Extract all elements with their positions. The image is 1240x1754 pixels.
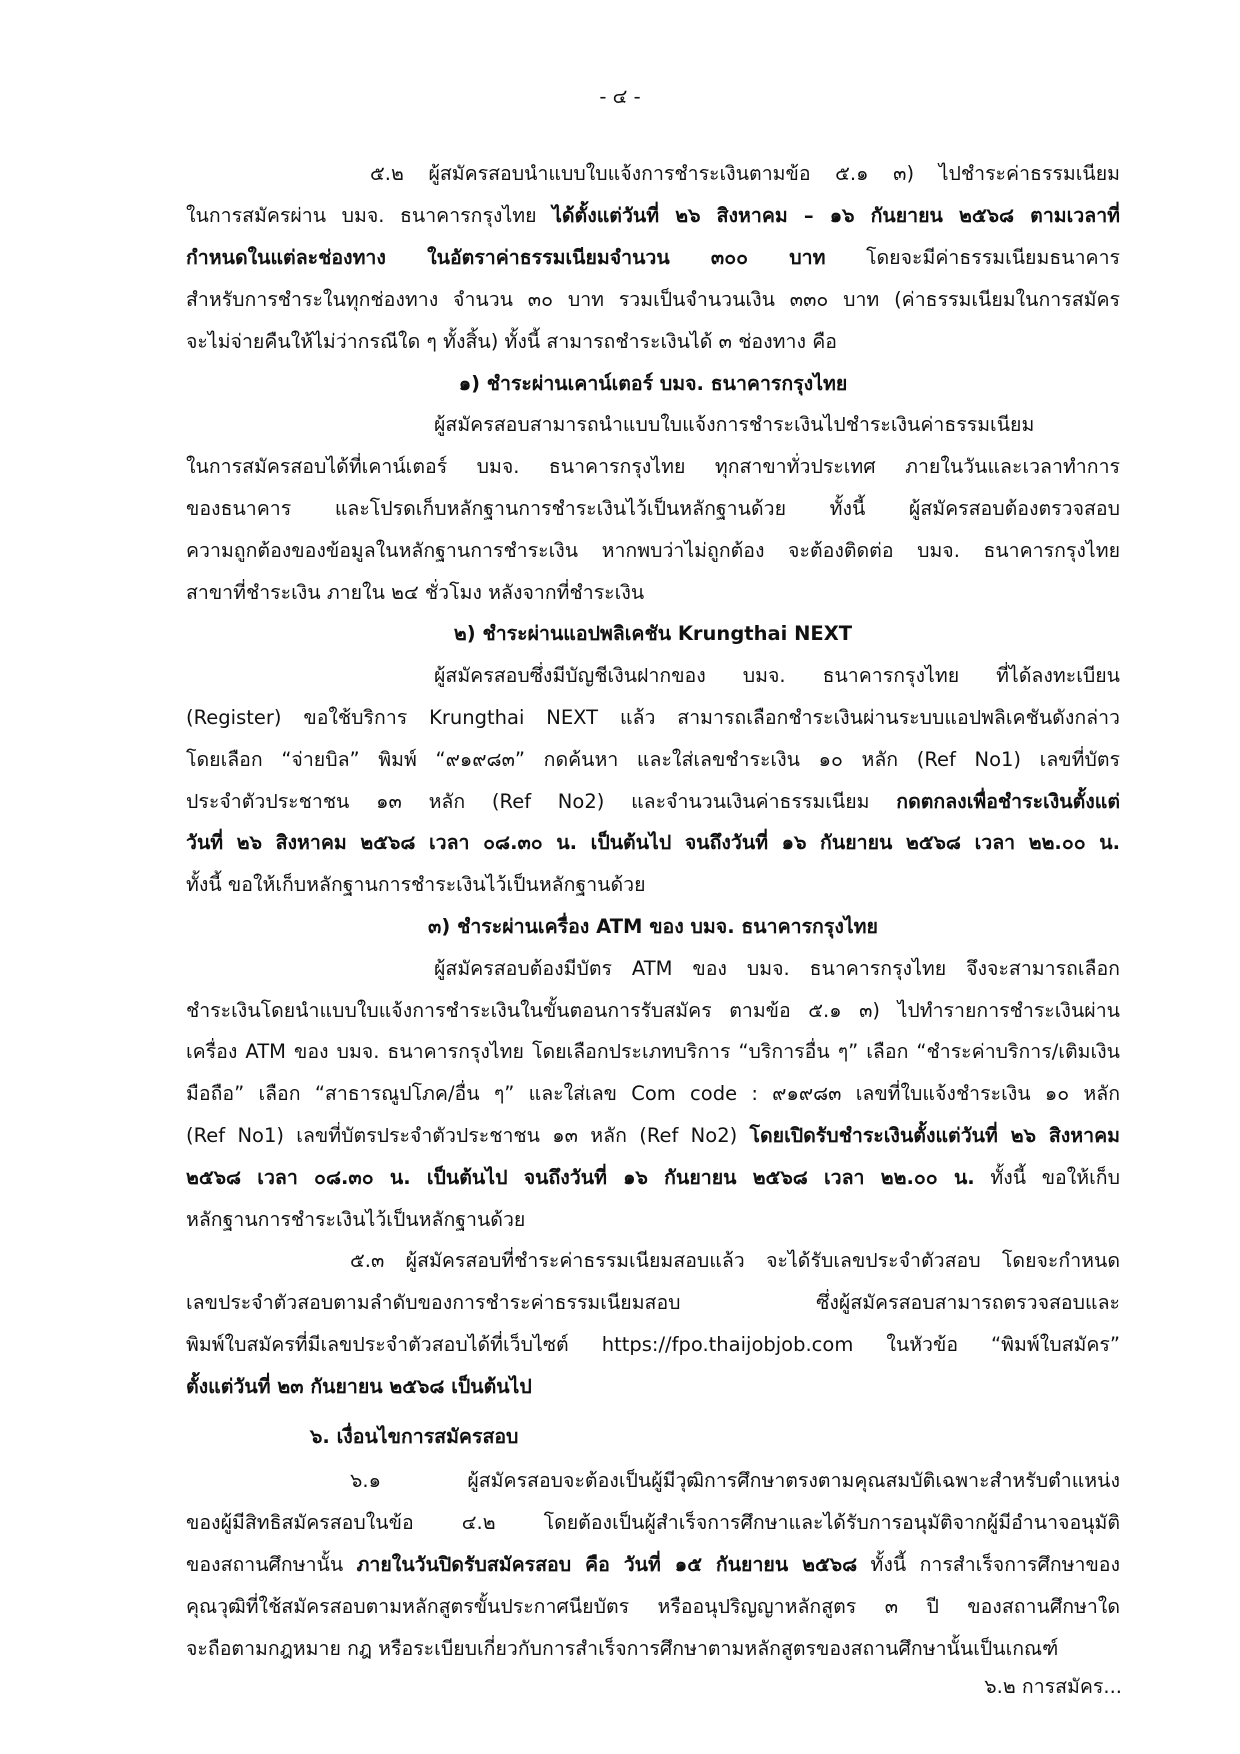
bold-text: ได้ตั้งแต่วันที่ ๒๖ สิงหาคม – ๑๖ กันยายน ๒๕๖๘ ตามเวลาที่ [552, 204, 1120, 227]
bold-text: ๖. เงื่อนไขการสมัครสอบ [310, 1425, 519, 1448]
bold-text: ๑) ชำระผ่านเคาน์เตอร์ บมจ. ธนาคารกรุงไทย [458, 372, 848, 395]
text-line [186, 238, 1120, 278]
text-span: ประจำตัวประชาชน ๑๓ หลัก (Ref No2) และจำนวนเงินค่าธรรมเนียม [186, 790, 897, 813]
text-span: สาขาที่ชำระเงิน ภายใน ๒๔ ชั่วโมง หลังจากที่ชำระเงิน [186, 581, 645, 604]
text-line [186, 1158, 1120, 1198]
text-line [186, 1032, 1120, 1072]
text-span: ๕.๒ ผู้สมัครสอบนำแบบใบแจ้งการชำระเงินตามข้อ ๕.๑ ๓) ไปชำระค่าธรรมเนียม [370, 162, 1120, 185]
text-span: ชำระเงินโดยนำแบบใบแจ้งการชำระเงินในขั้นตอนการรับสมัคร ตามข้อ ๕.๑ ๓) ไปทำรายการชำระเงินผ่าน [186, 999, 1120, 1022]
text-span: คุณวุฒิที่ใช้สมัครสอบตามหลักสูตรขั้นประกาศนียบัตร หรืออนุปริญญาหลักสูตร ๓ ปี ของสถานศึกษาใด [186, 1595, 1120, 1618]
bold-text: โดยเปิดรับชำระเงินตั้งแต่วันที่ ๒๖ สิงหาคม [749, 1124, 1120, 1147]
text-line [434, 405, 1120, 445]
text-line [434, 656, 1120, 696]
text-line [350, 1461, 1120, 1501]
text-span: ของสถานศึกษานั้น [186, 1553, 357, 1576]
text-line [186, 782, 1120, 822]
text-line [186, 865, 1120, 905]
text-span: โดยเลือก “จ่ายบิล” พิมพ์ “๙๑๙๘๓” กดค้นหา และใส่เลขชำระเงิน ๑๐ หลัก (Ref No1) เลขที่บัตร [186, 748, 1120, 771]
text-span: พิมพ์ใบสมัครที่มีเลขประจำตัวสอบได้ที่เว็บไซต์ https://fpo.thaijobjob.com ในหัวข้อ “พิมพ์ใบสมัคร” [186, 1333, 1120, 1356]
page-number: - ๔ - [599, 85, 641, 108]
text-line [186, 489, 1120, 529]
text-line [186, 447, 1120, 487]
text-line [186, 740, 1120, 780]
text-span: (Register) ขอใช้บริการ Krungthai NEXT แล้ว สามารถเลือกชำระเงินผ่านระบบแอปพลิเคชันดังกล่าว [186, 706, 1120, 729]
text-span: จะถือตามกฎหมาย กฎ หรือระเบียบเกี่ยวกับการสำเร็จการศึกษาตามหลักสูตรของสถานศึกษานั้นเป็นเกณฑ์ [186, 1637, 1059, 1660]
text-line [186, 1074, 1120, 1114]
text-span: ในการสมัครผ่าน บมจ. ธนาคารกรุงไทย [186, 204, 553, 227]
text-span: ทั้งนี้ การสำเร็จการศึกษาของ [857, 1553, 1121, 1576]
text-span: มือถือ” เลือก “สาธารณูปโภค/อื่น ๆ” และใส่เลข Com code : ๙๑๙๘๓ เลขที่ใบแจ้งชำระเงิน ๑๐ หลัก [186, 1082, 1120, 1105]
text-line [186, 573, 1120, 613]
text-span: ทั้งนี้ ขอให้เก็บหลักฐานการชำระเงินไว้เป็นหลักฐานด้วย [186, 873, 646, 896]
text-line [186, 531, 1120, 571]
text-line [186, 698, 1120, 738]
bold-text: กำหนดในแต่ละช่องทาง ในอัตราค่าธรรมเนียมจำนวน ๓๐๐ บาท [186, 246, 826, 269]
bold-text: กดตกลงเพื่อชำระเงินตั้งแต่ [896, 790, 1120, 813]
text-span: ๕.๓ ผู้สมัครสอบที่ชำระค่าธรรมเนียมสอบแล้ว จะได้รับเลขประจำตัวสอบ โดยจะกำหนด [350, 1249, 1120, 1272]
text-line [186, 196, 1120, 236]
text-line [186, 1629, 1120, 1669]
text-span: โดยจะมีค่าธรรมเนียมธนาคาร [825, 246, 1120, 269]
text-span: ทั้งนี้ ขอให้เก็บ [974, 1166, 1120, 1189]
text-span: (Ref No1) เลขที่บัตรประจำตัวประชาชน ๑๓ หลัก (Ref No2) [186, 1124, 750, 1147]
text-line [186, 1367, 1120, 1407]
text-line [434, 949, 1120, 989]
text-span: ความถูกต้องของข้อมูลในหลักฐานการชำระเงิน หากพบว่าไม่ถูกต้อง จะต้องติดต่อ บมจ. ธนาคารกรุงไทย [186, 539, 1120, 562]
text-span: สำหรับการชำระในทุกช่องทาง จำนวน ๓๐ บาท รวมเป็นจำนวนเงิน ๓๓๐ บาท (ค่าธรรมเนียมในการสมัคร [186, 288, 1120, 311]
text-line [186, 322, 1120, 362]
section-heading [186, 614, 1120, 654]
section-heading [186, 907, 1120, 947]
text-span: ผู้สมัครสอบสามารถนำแบบใบแจ้งการชำระเงินไปชำระเงินค่าธรรมเนียม [434, 413, 1035, 436]
text-span: ในการสมัครสอบได้ที่เคาน์เตอร์ บมจ. ธนาคารกรุงไทย ทุกสาขาทั่วประเทศ ภายในวันและเวลาทำการ [186, 455, 1120, 478]
text-span: ผู้สมัครสอบต้องมีบัตร ATM ของ บมจ. ธนาคารกรุงไทย จึงจะสามารถเลือก [434, 957, 1120, 980]
text-line [186, 823, 1120, 863]
text-line [186, 1325, 1120, 1365]
text-span: เลขประจำตัวสอบตามลำดับของการชำระค่าธรรมเนียมสอบ ซึ่งผู้สมัครสอบสามารถตรวจสอบและ [186, 1291, 1120, 1314]
text-span: ของผู้มีสิทธิสมัครสอบในข้อ ๔.๒ โดยต้องเป็นผู้สำเร็จการศึกษาและได้รับการอนุมัติจากผู้มีอำนาจอนุมัติ [186, 1511, 1120, 1534]
bold-text: ๒๕๖๘ เวลา ๐๘.๓๐ น. เป็นต้นไป จนถึงวันที่ ๑๖ กันยายน ๒๕๖๘ เวลา ๒๒.๐๐ น. [186, 1166, 975, 1189]
text-span: ผู้สมัครสอบซึ่งมีบัญชีเงินฝากของ บมจ. ธนาคารกรุงไทย ที่ได้ลงทะเบียน [434, 664, 1120, 687]
text-span: จะไม่จ่ายคืนให้ไม่ว่ากรณีใด ๆ ทั้งสิ้น) ทั้งนี้ สามารถชำระเงินได้ ๓ ช่องทาง คือ [186, 330, 837, 353]
text-line [370, 154, 1120, 194]
text-line [186, 1545, 1120, 1585]
text-span: ของธนาคาร และโปรดเก็บหลักฐานการชำระเงินไว้เป็นหลักฐานด้วย ทั้งนี้ ผู้สมัครสอบต้องตรวจสอบ [186, 497, 1120, 520]
text-line [186, 991, 1120, 1031]
text-line [186, 1283, 1120, 1323]
bold-text: ตั้งแต่วันที่ ๒๓ กันยายน ๒๕๖๘ เป็นต้นไป [186, 1375, 532, 1398]
text-span: หลักฐานการชำระเงินไว้เป็นหลักฐานด้วย [186, 1208, 526, 1231]
bold-text: วันที่ ๒๖ สิงหาคม ๒๕๖๘ เวลา ๐๘.๓๐ น. เป็นต้นไป จนถึงวันที่ ๑๖ กันยายน ๒๕๖๘ เวลา ๒๒.๐๐ น. [186, 831, 1120, 854]
text-line [186, 1587, 1120, 1627]
text-line [186, 1200, 1120, 1240]
text-line [186, 1503, 1120, 1543]
text-line [310, 1417, 1120, 1457]
text-span: เครื่อง ATM ของ บมจ. ธนาคารกรุงไทย โดยเลือกประเภทบริการ “บริการอื่น ๆ” เลือก “ชำระค่าบริการ/เติมเงิน [186, 1040, 1120, 1063]
bold-text: ภายในวันปิดรับสมัครสอบ คือ วันที่ ๑๕ กันยายน ๒๕๖๘ [356, 1553, 858, 1576]
text-span: ๖.๑ ผู้สมัครสอบจะต้องเป็นผู้มีวุฒิการศึกษาตรงตามคุณสมบัติเฉพาะสำหรับตำแหน่ง [350, 1469, 1120, 1492]
text-line [186, 1116, 1120, 1156]
bold-text: ๒) ชำระผ่านแอปพลิเคชัน Krungthai NEXT [453, 622, 853, 645]
bold-text: ๓) ชำระผ่านเครื่อง ATM ของ บมจ. ธนาคารกรุงไทย [428, 915, 878, 938]
text-line [350, 1241, 1120, 1281]
continuation-footer: ๖.๒ การสมัคร... [984, 1675, 1122, 1698]
section-heading [186, 364, 1120, 404]
text-line [186, 280, 1120, 320]
